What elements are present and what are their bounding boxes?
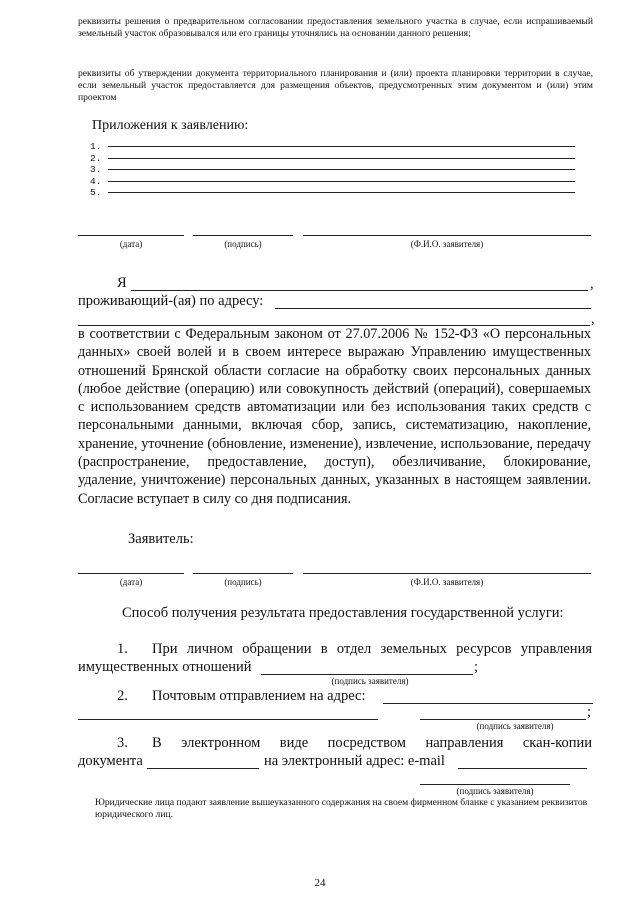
name-comma: , (590, 276, 594, 292)
applicant-date-caption: (дата) (119, 577, 143, 587)
attachment-number: 5. (90, 187, 102, 198)
method-item1-number: 1. (117, 641, 128, 657)
applicant-signature-line[interactable] (193, 573, 293, 574)
method-item1-signature-line[interactable] (261, 674, 473, 675)
consent-text: в соответствии с Федеральным законом от 27.07.2006 № 152-ФЗ «О персональных данных» своей волей и в своем интересе выражаю Управлению имущественных отношений Брянской области согласие на обработку своих персональных данных (любое действие (операцию) или совокупность действий (операций), совершаемых с использованием средств автоматизации или без использования таких средств с персональными данными, включая сбор, запись, систематизацию, накопление, хранение, уточнение (обновление, изменение), извлечение, использование, передачу (распространение, предоставление, доступ), обезличивание, блокирование, удаление, уничтожение) персональных данных, указанных в настоящем заявлении. Согласие вступает в силу со дня подписания. (78, 326, 591, 507)
applicant-signature-caption: (подпись) (224, 577, 262, 587)
ya-label: Я (117, 275, 127, 291)
signature-line[interactable] (193, 235, 293, 236)
method-item2-caption: (подпись заявителя) (476, 721, 554, 731)
fio-caption: (Ф.И.О. заявителя) (410, 239, 484, 249)
applicant-fio-line[interactable] (303, 573, 591, 574)
method-item2-address-line-2[interactable] (78, 719, 378, 720)
method-item2-text: Почтовым отправлением на адрес: (152, 688, 366, 704)
attachment-number: 4. (90, 175, 102, 187)
attachments-title: Приложения к заявлению: (92, 118, 249, 133)
method-item3-text: В электронном виде посредством направления скан-копии (152, 735, 592, 751)
date-line[interactable] (78, 235, 184, 236)
attachment-item (90, 182, 580, 198)
method-item2-number: 2. (117, 688, 128, 704)
method-item3-email-label: на электронный адрес: e-mail (264, 753, 445, 769)
method-item2-address-line[interactable] (383, 703, 593, 704)
method-item3-text-cont: документа (78, 753, 143, 769)
method-title: Способ получения результата предоставления государственной услуги: (122, 605, 564, 621)
attachment-item (90, 148, 580, 164)
page-number: 24 (314, 877, 326, 889)
attachment-item (90, 136, 580, 152)
method-item3-number: 3. (117, 735, 128, 751)
method-item1-text: При личном обращении в отдел земельных ресурсов управления (152, 641, 592, 657)
method-item3-caption: (подпись заявителя) (456, 786, 534, 796)
address-comma: , (591, 311, 595, 327)
method-item1-text-cont: имущественных отношений (78, 659, 252, 675)
method-item3-signature-line[interactable] (420, 784, 570, 785)
attachment-number: 1. (90, 141, 102, 152)
address-label: проживающий-(ая) по адресу: (78, 293, 264, 309)
method-item2-signature-line[interactable] (420, 719, 586, 720)
applicant-date-line[interactable] (78, 573, 184, 574)
attachment-item (90, 171, 580, 187)
date-caption: (дата) (119, 239, 143, 249)
attachment-item (90, 159, 580, 175)
requisites-decision-text: реквизиты решения о предварительном согласовании предоставления земельного участка в случае, если испрашиваемый земельный участок образовывался или его границы уточнялись на основании данного решения; (78, 16, 593, 39)
attachment-number: 3. (90, 164, 102, 175)
address-line[interactable] (275, 308, 591, 309)
method-item2-semicolon: ; (587, 704, 592, 720)
method-item1-semicolon: ; (474, 659, 479, 675)
name-line[interactable] (131, 290, 588, 291)
attachment-line[interactable] (108, 192, 575, 193)
footnote-text: Юридические лица подают заявление вышеуказанного содержания на своем фирменном бланке с указанием реквизитов юридического лиц. (95, 797, 588, 820)
attachment-number: 2. (90, 152, 102, 164)
fio-line[interactable] (303, 235, 591, 236)
signature-caption: (подпись) (224, 239, 262, 249)
method-item1-caption: (подпись заявителя) (331, 676, 409, 686)
applicant-label: Заявитель: (128, 531, 194, 547)
applicant-fio-caption: (Ф.И.О. заявителя) (410, 577, 484, 587)
attachments-list (90, 136, 580, 198)
requisites-planning-text: реквизиты об утверждении документа территориального планирования и (или) проекта планировки территории в случае, если земельный участок предоставляется для размещения объектов, предусмотренных этим документом и (или) этим проектом (78, 68, 593, 103)
method-item3-email-line[interactable] (458, 768, 587, 769)
method-item3-document-line[interactable] (147, 768, 259, 769)
